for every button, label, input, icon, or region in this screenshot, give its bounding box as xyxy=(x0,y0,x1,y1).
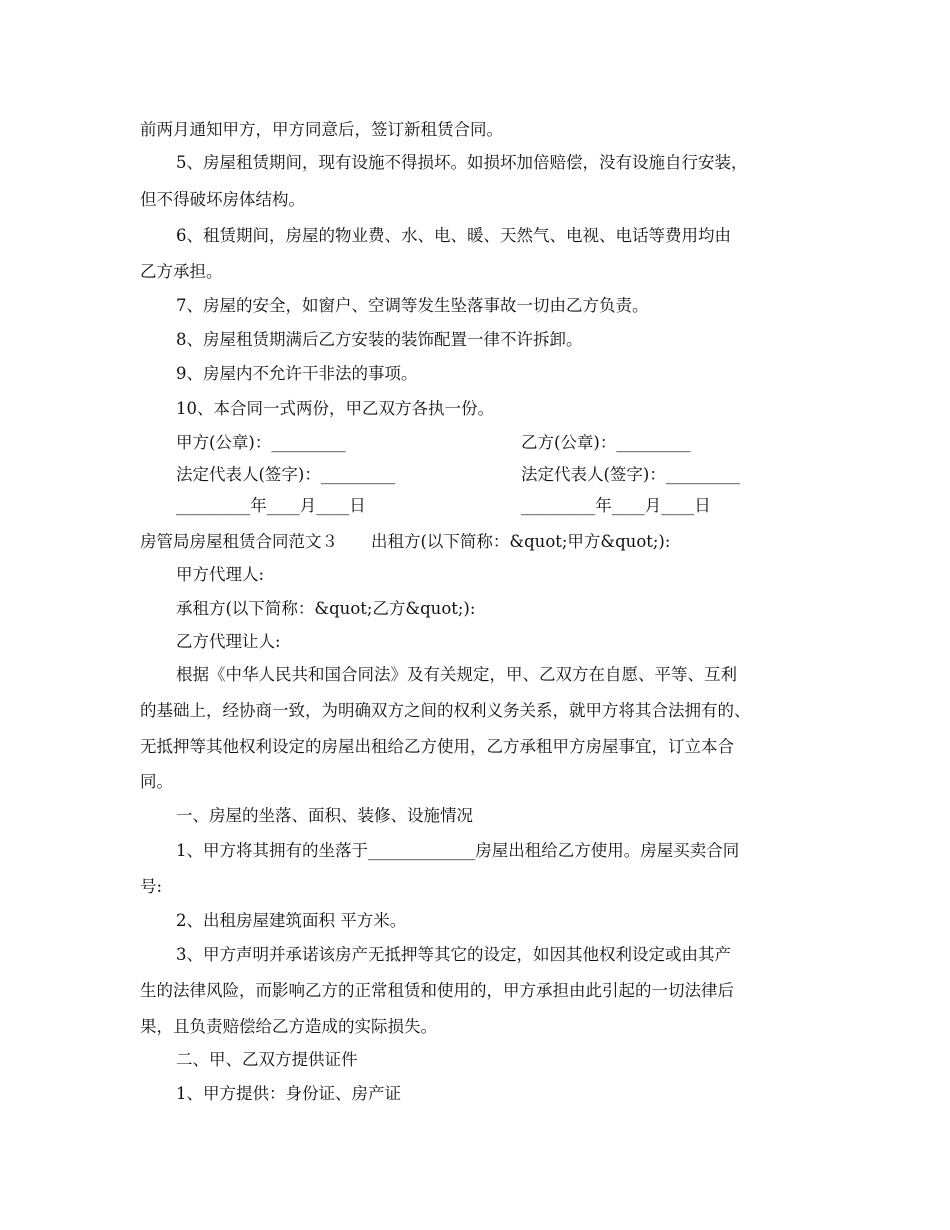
clause-6-cont: 乙方承担。 xyxy=(140,262,223,281)
item-1-2: 2、出租房屋建筑面积 平方米。 xyxy=(176,911,407,930)
preamble-line-2: 的基础上，经协商一致，为明确双方之间的权利义务关系，就甲方将其合法拥有的、 xyxy=(140,701,751,720)
item-1-3-cont-1: 生的法律风险，而影响乙方的正常租赁和使用的，甲方承担由此引起的一切法律后 xyxy=(140,981,734,1000)
item-1-3-cont-2: 果，且负责赔偿给乙方造成的实际损失。 xyxy=(140,1017,437,1036)
party-a-agent: 甲方代理人: xyxy=(176,565,265,584)
clause-6: 6、租赁期间，房屋的物业费、水、电、暖、天然气、电视、电话等费用均由 xyxy=(176,226,731,245)
lessee-line: 承租方(以下简称：&quot;乙方&quot;): xyxy=(176,599,476,618)
party-a-date: _________年____月____日 xyxy=(176,496,366,515)
party-b-date: _________年____月____日 xyxy=(521,496,711,515)
preamble-line-4: 同。 xyxy=(140,772,173,791)
signature-row-representative xyxy=(176,464,796,486)
signature-row-date xyxy=(176,495,796,517)
item-1-1: 1、甲方将其拥有的坐落于_____________房屋出租给乙方使用。房屋买卖合同 xyxy=(176,841,740,860)
party-a-representative: 法定代表人(签字)：_________ xyxy=(176,465,396,484)
item-1-1-cont: 号: xyxy=(140,877,163,896)
party-b-representative: 法定代表人(签字)：_________ xyxy=(521,465,741,484)
clause-7: 7、房屋的安全，如窗户、空调等发生坠落事故一切由乙方负责。 xyxy=(176,296,649,315)
clause-5-cont: 但不得破坏房体结构。 xyxy=(140,190,305,209)
party-b-agent: 乙方代理让人: xyxy=(176,632,281,651)
clause-5: 5、房屋租赁期间，现有设施不得损坏。如损坏加倍赔偿，没有设施自行安装， xyxy=(176,153,748,172)
item-1-3: 3、甲方声明并承诺该房产无抵押等其它的设定，如因其他权利设定或由其产 xyxy=(176,945,731,964)
item-2-1: 1、甲方提供：身份证、房产证 xyxy=(176,1084,401,1103)
paragraph-line: 前两月通知甲方，甲方同意后，签订新租赁合同。 xyxy=(140,120,503,139)
party-a-seal: 甲方(公章)：_________ xyxy=(176,433,346,452)
clause-10: 10、本合同一式两份，甲乙双方各执一份。 xyxy=(176,399,494,418)
heading-section-1: 一、房屋的坐落、面积、装修、设施情况 xyxy=(176,806,473,825)
heading-section-2: 二、甲、乙双方提供证件 xyxy=(176,1050,358,1069)
preamble-line-1: 根据《中华人民共和国合同法》及有关规定，甲、乙双方在自愿、平等、互利 xyxy=(176,665,737,684)
preamble-line-3: 无抵押等其他权利设定的房屋出租给乙方使用，乙方承租甲方房屋事宜，订立本合 xyxy=(140,737,734,756)
clause-9: 9、房屋内不允许干非法的事项。 xyxy=(176,364,418,383)
signature-row-seal xyxy=(176,432,796,454)
section-title-line: 房管局房屋租赁合同范文３ 出租方(以下简称：&quot;甲方&quot;): xyxy=(140,532,671,551)
clause-8: 8、房屋租赁期满后乙方安装的装饰配置一律不许拆卸。 xyxy=(176,330,583,349)
party-b-seal: 乙方(公章)：_________ xyxy=(521,433,691,452)
